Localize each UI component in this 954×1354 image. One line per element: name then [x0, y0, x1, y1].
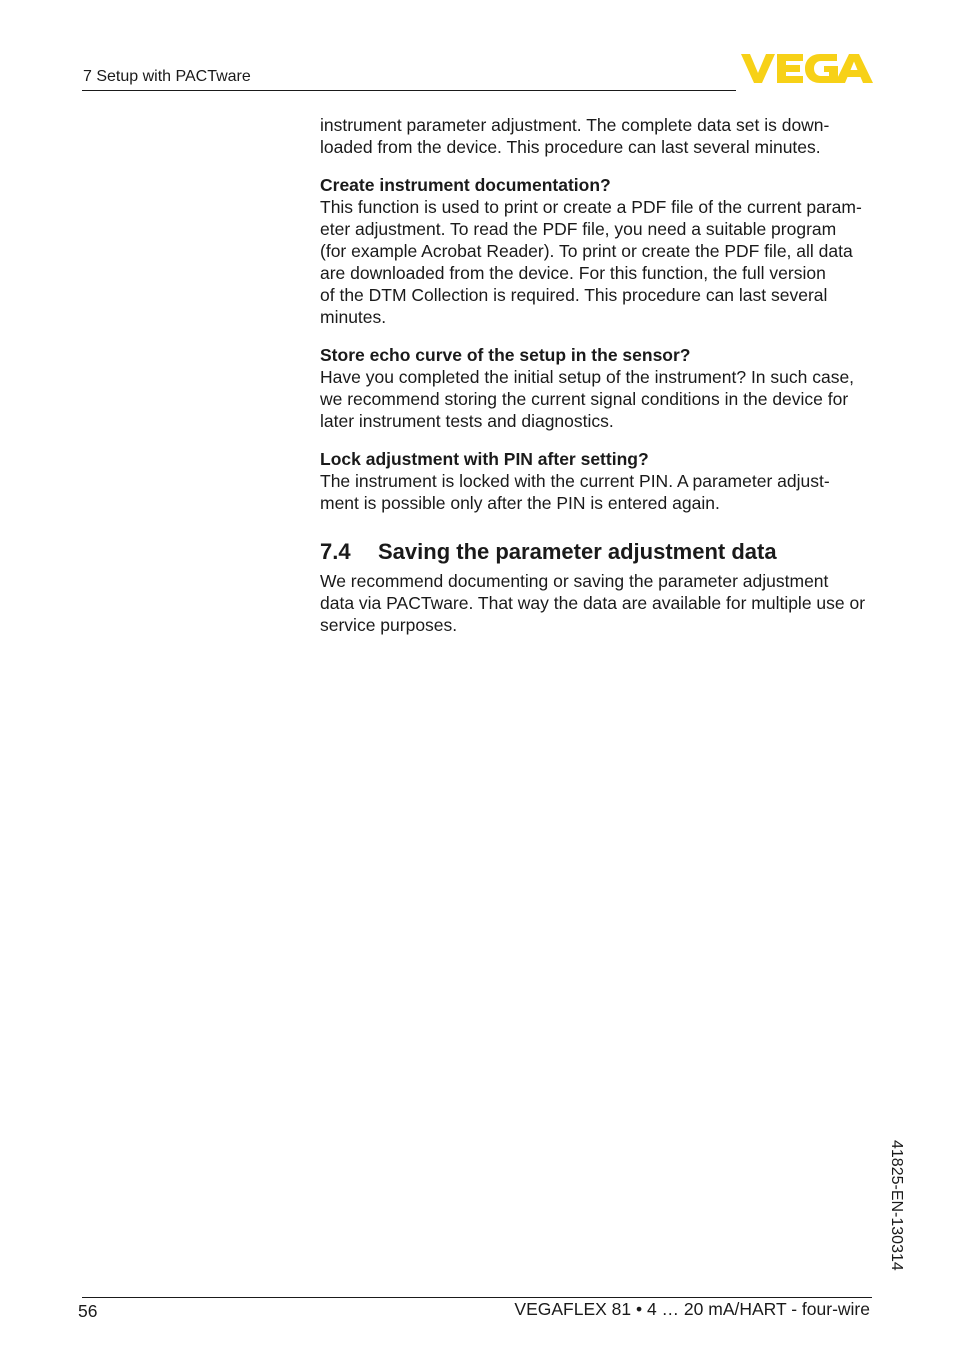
echo-curve-line: we recommend storing the current signal conditions in the device for	[320, 389, 849, 409]
document-code	[884, 1140, 908, 1290]
section-paragraph	[320, 570, 880, 636]
documentation-line: minutes.	[320, 307, 387, 327]
section-line: data via PACTware. That way the data are available for multiple use or	[320, 593, 866, 613]
section-heading	[320, 538, 880, 566]
documentation-heading: Create instrument documentation?	[320, 175, 611, 195]
intro-paragraph	[320, 114, 880, 158]
vega-logo	[741, 52, 873, 84]
section-line: service purposes.	[320, 615, 458, 635]
documentation-block	[320, 174, 880, 328]
lock-pin-block	[320, 448, 880, 514]
running-header: 7 Setup with PACTware	[83, 68, 251, 85]
main-content	[320, 114, 880, 636]
echo-curve-line: later instrument tests and diagnostics.	[320, 411, 614, 431]
echo-curve-line: Have you completed the initial setup of the instrument? In such case,	[320, 367, 855, 387]
page-number: 56	[78, 1301, 98, 1321]
lock-pin-line: The instrument is locked with the current PIN. A parameter adjust-	[320, 471, 830, 491]
echo-curve-heading: Store echo curve of the setup in the sensor?	[320, 345, 691, 365]
section-line: We recommend documenting or saving the parameter adjustment	[320, 571, 829, 591]
documentation-line: (for example Acrobat Reader). To print or create the PDF file, all data	[320, 241, 853, 261]
echo-curve-block	[320, 344, 880, 432]
documentation-line: eter adjustment. To read the PDF file, you need a suitable program	[320, 219, 837, 239]
header-rule	[82, 90, 736, 91]
documentation-line: are downloaded from the device. For this function, the full version	[320, 263, 826, 283]
documentation-line: of the DTM Collection is required. This procedure can last several	[320, 285, 828, 305]
intro-line: instrument parameter adjustment. The complete data set is down-	[320, 115, 830, 135]
lock-pin-heading: Lock adjustment with PIN after setting?	[320, 449, 649, 469]
lock-pin-line: ment is possible only after the PIN is entered again.	[320, 493, 720, 513]
intro-line: loaded from the device. This procedure can last several minutes.	[320, 137, 821, 157]
footer-title: VEGAFLEX 81 • 4 … 20 mA/HART - four-wire	[514, 1299, 870, 1319]
section-number: 7.4	[320, 539, 351, 564]
documentation-line: This function is used to print or create a PDF file of the current param-	[320, 197, 862, 217]
section-title: Saving the parameter adjustment data	[378, 539, 777, 564]
document-code-text: 41825-EN-130314	[888, 1140, 905, 1271]
